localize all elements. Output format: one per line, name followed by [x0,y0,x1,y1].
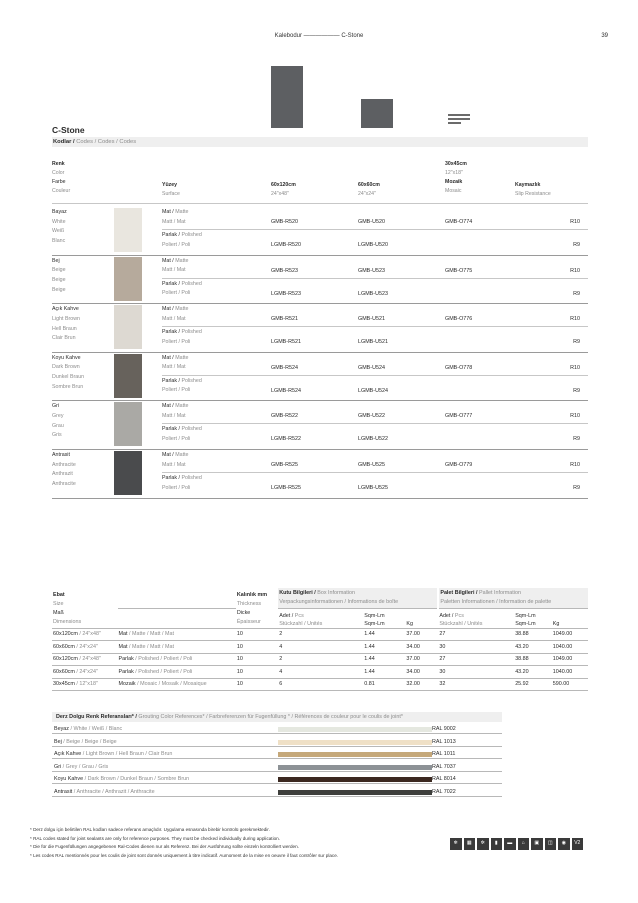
surface-column-header: Yüzey Surface [162,182,180,197]
packaging-table: Ebat Size Maß Dimensions Kalınlık mm Thickness Dicke Épaisseur Kutu Bilgileri / Box Information Verpackungsinformationen / Informations de boîte Palet Bilgileri / Pallet Information Paletten Informationen / Information de palette Adet / Pcs Stückzahl / Unités Sqm-Lm Sqm-Lm Kg Adet / Pcs Stückzahl / Unités Sqm-Lm Sqm-Lm Kg 60x120cm / 24"x48" Mat / Matte / Matt / Mat 10 2 1.44 37.00 27 38.88 1049.00 60x60cm / 24"x24" Mat / Matte / Matt / Mat 10 4 1.44 34.00 30 43.20 1040.00 60x120cm / 24"x48" Parlak / Polished / Poliert / Poli 10 2 1.44 37.00 27 38.88 1049.00 60x60cm / 24"x24" Parlak / Polished / Poliert / Poli 10 4 1.44 34.00 30 43.20 1040.00 30x45cm / 12"x18" Mozaik / Mosaic / Mosaik / Mosaique 10 6 0.81 32.00 32 25.92 590.00 [52,588,588,691]
slip-matte: R10 [570,267,580,274]
frost-icon: ❄ [450,838,462,850]
product-name: Açık Kahve Light Brown Hell Braun Clair Brun [52,306,80,342]
code-matte-60x120: GMB-R521 [271,316,298,323]
slip-polished: R9 [573,485,580,491]
grout-row [52,737,502,747]
code-matte-60x120: GMB-R523 [271,267,298,274]
product-swatch [114,305,142,349]
polished-surface-label: Parlak / Polished Poliert / Poli [162,329,202,345]
matte-surface-label: Mat / Matte Matt / Mat [162,306,189,322]
grout-ral-code: RAL 8014 [432,776,456,783]
code-mosaic: GMB-O778 [445,364,473,371]
size-60x120-column-header: 60x120cm 24"x48" [271,182,296,197]
box-info-header: Kutu Bilgileri / Box Information Verpackungsinformationen / Informations de boîte [278,588,438,608]
stain-icon: ◉ [558,838,570,850]
slip-polished: R9 [573,290,580,297]
polished-surface-label: Parlak / Polished Poliert / Poli [162,475,202,491]
product-name: Gri Grey Grau Gris [52,403,64,439]
grout-reference-header: Derz Dolgu Renk Referansları* / Grouting Color References* / Farbreferenzen für Fugenfüllung * / Références de couleur pour le coulis de joint* [52,712,502,722]
code-matte-60x120: GMB-R524 [271,364,298,371]
product-swatch [114,354,142,398]
code-matte-60x120: GMB-R520 [271,219,298,225]
code-polished-60x120: LGMB-R524 [271,387,301,394]
product-swatch [114,208,142,252]
matte-surface-label: Mat / Matte Matt / Mat [162,257,189,274]
grout-color-swatch [278,765,432,770]
packaging-row: 30x45cm / 12"x18" Mozaik / Mosaic / Mosaik / Mosaique 10 6 0.81 32.00 32 25.92 590.00 [52,678,588,691]
code-matte-60x60: GMB-U525 [358,462,385,468]
rectified-icon: ◫ [545,838,557,850]
code-polished-60x120: LGMB-R522 [271,436,301,443]
header-divider [52,203,588,204]
tile-60x60-illustration [361,99,393,128]
footnote-line: * Les codes RAL mentionnés pour les coulis de joint sont donnés uniquement à titre indicatif. Aumoment de la mise en oeuvre il faut contrôler sur place. [30,852,339,858]
code-matte-60x60: GMB-U521 [358,316,385,323]
slip-polished: R9 [573,436,580,443]
slip-matte: R10 [570,462,580,468]
slip-polished: R9 [573,242,580,248]
product-name: Bayaz White Weiß Blanc [52,209,67,245]
grid-icon: ▦ [464,838,476,850]
footnote-line: * RAL codes stated for joint sealants are only for reference purposes. They must be checked individually during application. [30,835,280,841]
grout-ral-code: RAL 1011 [432,751,456,758]
code-matte-60x60: GMB-U523 [358,267,385,274]
code-polished-60x60: LGMB-U525 [358,485,388,491]
mosaic-icon [448,114,470,128]
grout-color-swatch [278,777,432,782]
code-matte-60x120: GMB-R522 [271,413,298,420]
mosaic-column-header: 30x45cm 12"x18" Mozaik Mosaic [445,161,467,194]
matte-surface-label: Mat / Matte Matt / Mat [162,209,189,225]
code-polished-60x120: LGMB-R520 [271,242,301,248]
code-mosaic: GMB-O774 [445,219,473,225]
grout-ral-code: RAL 7022 [432,789,456,795]
grout-color-swatch [278,727,432,732]
footnote-line: * Derz dolgu için belirtilen RAL kodları sadece referans amaçlıdır. Uygulama esnasında birebir kontrolü gerekmektedir. [30,827,270,832]
slip-matte: R10 [570,316,580,323]
row-divider [162,278,588,279]
product-swatch [114,402,142,446]
footnote-line: * Die für die Fugenfüllungen angegebenen Ral-Codes dienen nur als Referenz. Bei der Ausführung sollte einzeln kontrolliert werden. [30,844,299,850]
polished-surface-label: Parlak / Polished Poliert / Poli [162,377,202,394]
grout-row [52,749,502,759]
pallet-info-header: Palet Bilgileri / Pallet Information Paletten Informationen / Information de palette [438,588,588,608]
product-divider [52,352,588,353]
color-column-header: Renk Color Farbe Couleur [52,161,71,194]
matte-surface-label: Mat / Matte Matt / Mat [162,354,189,371]
grout-color-swatch [278,752,432,757]
matte-surface-label: Mat / Matte Matt / Mat [162,452,189,468]
code-mosaic: GMB-O779 [445,462,473,468]
product-swatch [114,257,142,301]
tile-icon: ▣ [531,838,543,850]
row-divider [162,472,588,473]
polished-surface-label: Parlak / Polished Poliert / Poli [162,232,202,248]
grout-color-label: Koyu Kahve / Dark Brown / Dunkel Braun / Sombre Brun [54,776,190,783]
grout-color-swatch [278,740,432,745]
size-header: Ebat Size Maß Dimensions [52,588,118,628]
row-divider [162,229,588,230]
slip-matte: R10 [570,364,580,371]
polished-surface-label: Parlak / Polished Poliert / Poli [162,426,202,442]
product-name: Koyu Kahve Dark Brown Dunkel Braun Sombre Brun [52,354,85,390]
page-number: 39 [601,33,608,39]
slip-matte: R10 [570,219,580,225]
grout-color-label: Antrasit / Anthracite / Anthrazit / Anthracite [54,789,155,795]
code-polished-60x60: LGMB-U520 [358,242,388,248]
collection-title: C-Stone [52,125,85,135]
code-polished-60x120: LGMB-R523 [271,290,301,297]
snowflake-icon: ✲ [477,838,489,850]
packaging-row: 60x60cm / 24"x24" Parlak / Polished / Poliert / Poli 10 4 1.44 34.00 30 43.20 1040.00 [52,666,588,679]
packaging-row: 60x120cm / 24"x48" Mat / Matte / Matt / Mat 10 2 1.44 37.00 27 38.88 1049.00 [52,628,588,641]
slip-polished: R9 [573,387,580,394]
code-matte-60x60: GMB-U522 [358,413,385,420]
matte-surface-label: Mat / Matte Matt / Mat [162,403,189,419]
product-divider [52,400,588,401]
slip-column-header: Kaymazlık Slip Resistance [515,182,551,197]
polished-surface-label: Parlak / Polished Poliert / Poli [162,280,202,297]
product-divider [52,255,588,256]
grout-row [52,762,502,772]
grout-color-label: Beyaz / White / Weiß / Blanc [54,726,123,732]
slip-polished: R9 [573,339,580,346]
product-divider [52,498,588,499]
row-divider [162,375,588,376]
row-divider [162,326,588,327]
code-polished-60x60: LGMB-U521 [358,339,388,346]
grout-row [52,787,502,797]
grout-color-swatch [278,790,432,795]
code-polished-60x120: LGMB-R521 [271,339,301,346]
code-polished-60x60: LGMB-U522 [358,436,388,443]
product-name: Antrasit Anthracite Anthrazit Anthracite [52,452,76,488]
slip-matte: R10 [570,413,580,420]
packaging-row: 60x60cm / 24"x24" Mat / Matte / Matt / Mat 10 4 1.44 34.00 30 43.20 1040.00 [52,641,588,654]
wall-icon: ▮ [491,838,503,850]
page-header-title: Kalebodur —————— C-Stone [274,33,364,39]
packaging-row: 60x120cm / 24"x48" Parlak / Polished / Poliert / Poli 10 2 1.44 37.00 27 38.88 1049.00 [52,653,588,666]
product-divider [52,303,588,304]
grout-ral-code: RAL 7037 [432,763,456,770]
variation-icon: V2 [572,838,584,850]
product-swatch [114,451,142,495]
property-icons [450,838,583,850]
row-divider [162,423,588,424]
code-mosaic: GMB-O776 [445,316,473,323]
grout-color-label: Gri / Grey / Grau / Gris [54,763,109,770]
code-matte-60x120: GMB-R525 [271,462,298,468]
code-mosaic: GMB-O777 [445,413,473,420]
grout-color-label: Açık Kahve / Light Brown / Hell Braun / Clair Brun [54,751,173,758]
product-divider [52,449,588,450]
code-mosaic: GMB-O775 [445,267,473,274]
floor-icon: ▬ [504,838,516,850]
product-name: Bej Beige Beige Beige [52,257,66,293]
code-matte-60x60: GMB-U524 [358,364,385,371]
size-60x60-column-header: 60x60cm 24"x24" [358,182,380,197]
code-polished-60x120: LGMB-R525 [271,485,301,491]
code-matte-60x60: GMB-U520 [358,219,385,225]
grout-row [52,774,502,784]
grout-ral-code: RAL 9002 [432,726,456,732]
tile-60x120-illustration [271,66,303,128]
grout-row [52,724,502,734]
grout-ral-code: RAL 1013 [432,738,456,745]
thickness-header: Kalınlık mm Thickness Dicke Épaisseur [236,588,278,628]
grout-color-label: Bej / Beige / Beige / Beige [54,738,117,745]
codes-bar: Kodlar / Codes / Codes / Codes [52,137,588,147]
code-polished-60x60: LGMB-U523 [358,290,388,297]
code-polished-60x60: LGMB-U524 [358,387,388,394]
outdoor-icon: ⌂ [518,838,530,850]
